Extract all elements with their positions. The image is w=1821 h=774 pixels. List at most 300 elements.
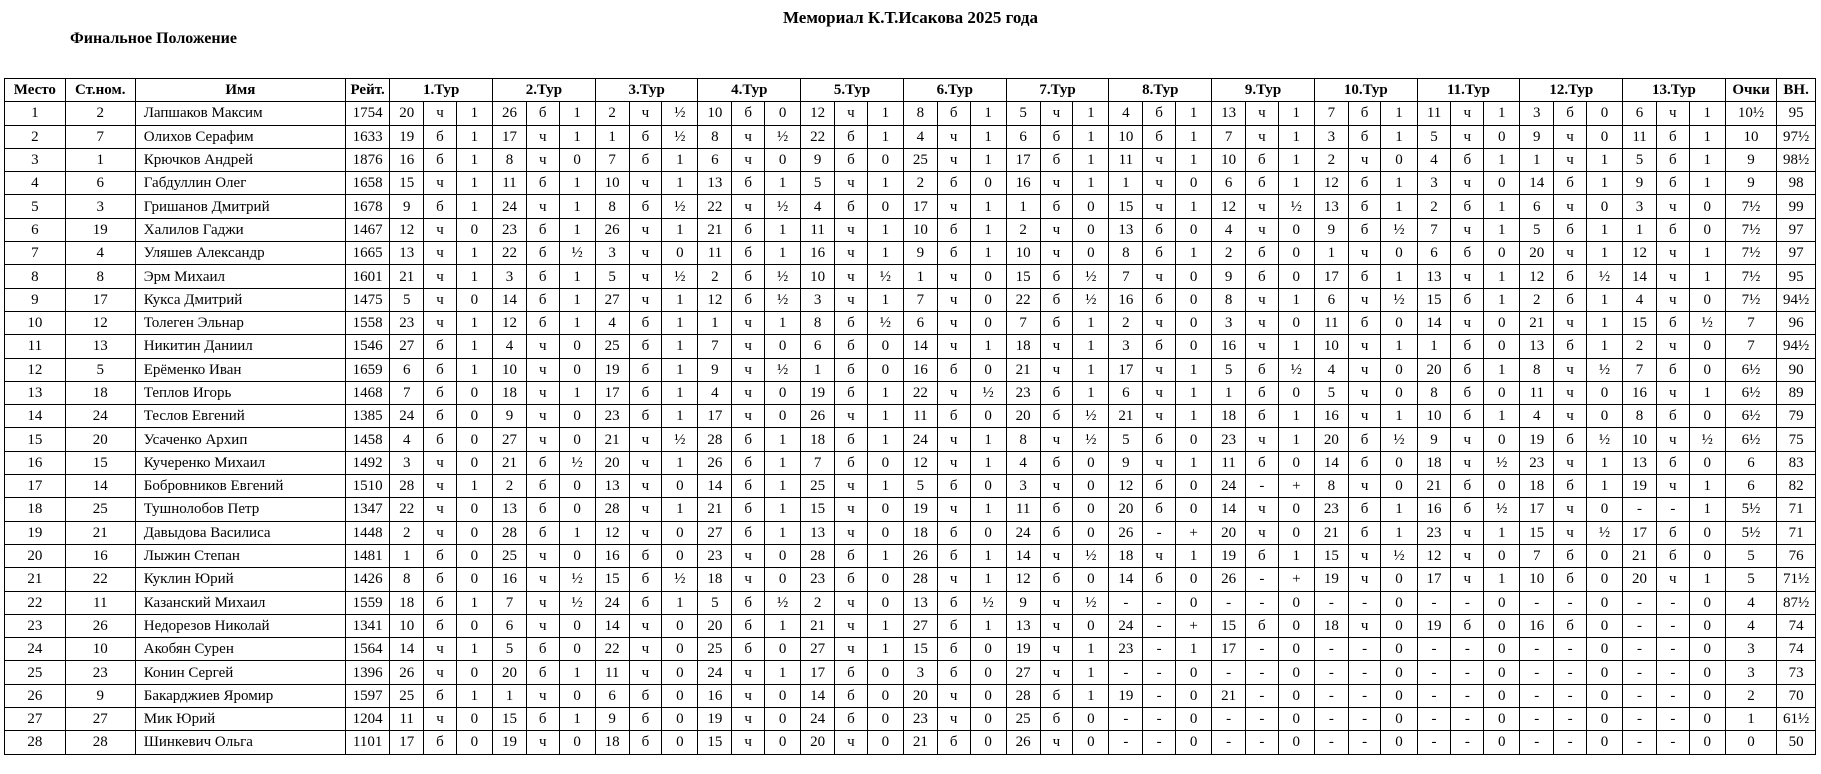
opponent-cell: 22 bbox=[493, 242, 527, 265]
result-cell: 1 bbox=[765, 521, 801, 544]
result-cell: 0 bbox=[559, 475, 595, 498]
color-cell: б bbox=[835, 311, 868, 334]
opponent-cell: 13 bbox=[1109, 218, 1143, 241]
player-name-cell: Ерёменко Иван bbox=[135, 358, 345, 381]
color-cell: б bbox=[937, 544, 970, 567]
color-cell: ч bbox=[1656, 428, 1689, 451]
opponent-cell: 10 bbox=[390, 614, 424, 637]
opponent-cell: 16 bbox=[1417, 498, 1451, 521]
result-cell: 0 bbox=[1586, 568, 1622, 591]
opponent-cell: - bbox=[1520, 591, 1554, 614]
color-cell: б bbox=[1656, 172, 1689, 195]
result-cell: 0 bbox=[1484, 591, 1520, 614]
opponent-cell: - bbox=[1417, 638, 1451, 661]
opponent-cell: 5 bbox=[1623, 148, 1657, 171]
opponent-cell: 24 bbox=[390, 405, 424, 428]
color-cell: ч bbox=[629, 265, 662, 288]
place-cell: 6 bbox=[5, 218, 66, 241]
color-cell: - bbox=[1246, 731, 1279, 754]
opponent-cell: 2 bbox=[1520, 288, 1554, 311]
header-round-5: 5.Тур bbox=[801, 79, 904, 102]
color-cell: ч bbox=[1656, 475, 1689, 498]
opponent-cell: 5 bbox=[1520, 218, 1554, 241]
color-cell: ч bbox=[1246, 218, 1279, 241]
opponent-cell: 9 bbox=[1520, 125, 1554, 148]
color-cell: ч bbox=[424, 451, 457, 474]
opponent-cell: - bbox=[1109, 661, 1143, 684]
result-cell: 1 bbox=[662, 172, 698, 195]
result-cell: 1 bbox=[456, 638, 492, 661]
result-cell: 0 bbox=[867, 358, 903, 381]
opponent-cell: 25 bbox=[595, 335, 629, 358]
opponent-cell: 3 bbox=[1006, 475, 1040, 498]
result-cell: 0 bbox=[1175, 218, 1211, 241]
result-cell: 1 bbox=[765, 428, 801, 451]
color-cell: ч bbox=[1656, 265, 1689, 288]
color-cell: б bbox=[937, 475, 970, 498]
opponent-cell: 2 bbox=[595, 102, 629, 125]
opponent-cell: 13 bbox=[1006, 614, 1040, 637]
result-cell: 0 bbox=[970, 172, 1006, 195]
color-cell: б bbox=[1143, 568, 1176, 591]
result-cell: 1 bbox=[867, 288, 903, 311]
color-cell: ч bbox=[937, 708, 970, 731]
opponent-cell: 2 bbox=[801, 591, 835, 614]
color-cell: ч bbox=[629, 242, 662, 265]
color-cell: б bbox=[1348, 195, 1381, 218]
result-cell: 1 bbox=[970, 451, 1006, 474]
result-cell: 1 bbox=[1278, 544, 1314, 567]
color-cell: б bbox=[629, 684, 662, 707]
color-cell: ч bbox=[1451, 102, 1484, 125]
color-cell: ч bbox=[1451, 428, 1484, 451]
opponent-cell: 9 bbox=[801, 148, 835, 171]
opponent-cell: 21 bbox=[1109, 405, 1143, 428]
rating-cell: 1601 bbox=[345, 265, 389, 288]
result-cell: 0 bbox=[970, 265, 1006, 288]
color-cell: - bbox=[1143, 591, 1176, 614]
header-round-12: 12.Тур bbox=[1520, 79, 1623, 102]
result-cell: 0 bbox=[456, 218, 492, 241]
color-cell: б bbox=[1451, 405, 1484, 428]
start-number-cell: 25 bbox=[65, 498, 135, 521]
color-cell: б bbox=[1348, 125, 1381, 148]
color-cell: б bbox=[937, 218, 970, 241]
opponent-cell: 23 bbox=[595, 405, 629, 428]
color-cell: б bbox=[1451, 475, 1484, 498]
opponent-cell: 17 bbox=[903, 195, 937, 218]
opponent-cell: 17 bbox=[1006, 148, 1040, 171]
result-cell: 0 bbox=[1586, 661, 1622, 684]
color-cell: ч bbox=[1143, 544, 1176, 567]
opponent-cell: 1 bbox=[801, 358, 835, 381]
opponent-cell: 11 bbox=[595, 661, 629, 684]
result-cell: 1 bbox=[765, 172, 801, 195]
color-cell: - bbox=[1143, 684, 1176, 707]
result-cell: 0 bbox=[970, 731, 1006, 754]
opponent-cell: 12 bbox=[1520, 265, 1554, 288]
opponent-cell: 15 bbox=[903, 638, 937, 661]
opponent-cell: 19 bbox=[493, 731, 527, 754]
opponent-cell: 3 bbox=[1623, 195, 1657, 218]
result-cell: 0 bbox=[1689, 591, 1725, 614]
opponent-cell: - bbox=[1314, 661, 1348, 684]
color-cell: б bbox=[1656, 218, 1689, 241]
color-cell: ч bbox=[1348, 614, 1381, 637]
result-cell: 1 bbox=[1381, 521, 1417, 544]
color-cell: б bbox=[424, 731, 457, 754]
opponent-cell: 24 bbox=[903, 428, 937, 451]
result-cell: 0 bbox=[456, 428, 492, 451]
color-cell: б bbox=[1554, 172, 1587, 195]
color-cell: ч bbox=[937, 195, 970, 218]
result-cell: 1 bbox=[867, 102, 903, 125]
opponent-cell: 17 bbox=[1109, 358, 1143, 381]
color-cell: б bbox=[1554, 265, 1587, 288]
start-number-cell: 14 bbox=[65, 475, 135, 498]
color-cell: б bbox=[424, 614, 457, 637]
result-cell: 1 bbox=[1073, 684, 1109, 707]
result-cell: 1 bbox=[970, 498, 1006, 521]
standings-table bbox=[4, 78, 1816, 755]
opponent-cell: 22 bbox=[903, 381, 937, 404]
points-cell: 10½ bbox=[1725, 102, 1776, 125]
color-cell: б bbox=[732, 498, 765, 521]
place-cell: 19 bbox=[5, 521, 66, 544]
player-name-cell: Гришанов Дмитрий bbox=[135, 195, 345, 218]
result-cell: 1 bbox=[662, 591, 698, 614]
result-cell: 0 bbox=[765, 684, 801, 707]
result-cell: 0 bbox=[1278, 731, 1314, 754]
color-cell: ч bbox=[732, 568, 765, 591]
table-row bbox=[5, 428, 1816, 451]
rating-cell: 1659 bbox=[345, 358, 389, 381]
result-cell: 0 bbox=[1484, 428, 1520, 451]
points-cell: 7 bbox=[1725, 335, 1776, 358]
player-name-cell: Давыдова Василиса bbox=[135, 521, 345, 544]
header-points: Очки bbox=[1725, 79, 1776, 102]
result-cell: 0 bbox=[1073, 568, 1109, 591]
result-cell: 0 bbox=[1175, 684, 1211, 707]
opponent-cell: 19 bbox=[595, 358, 629, 381]
color-cell: б bbox=[937, 731, 970, 754]
opponent-cell: 9 bbox=[595, 708, 629, 731]
opponent-cell: 2 bbox=[1212, 242, 1246, 265]
color-cell: ч bbox=[937, 381, 970, 404]
color-cell: ч bbox=[1246, 311, 1279, 334]
result-cell: ½ bbox=[1381, 288, 1417, 311]
color-cell: ч bbox=[937, 335, 970, 358]
opponent-cell: 17 bbox=[698, 405, 732, 428]
color-cell: ч bbox=[1143, 172, 1176, 195]
points-cell: 3 bbox=[1725, 638, 1776, 661]
result-cell: 0 bbox=[1484, 125, 1520, 148]
tiebreak-cell: 97 bbox=[1777, 218, 1816, 241]
opponent-cell: 27 bbox=[903, 614, 937, 637]
opponent-cell: 21 bbox=[1520, 311, 1554, 334]
color-cell: б bbox=[937, 358, 970, 381]
color-cell: ч bbox=[835, 638, 868, 661]
opponent-cell: 19 bbox=[698, 708, 732, 731]
opponent-cell: 9 bbox=[698, 358, 732, 381]
result-cell: 0 bbox=[456, 731, 492, 754]
opponent-cell: 4 bbox=[1314, 358, 1348, 381]
color-cell: б bbox=[1451, 498, 1484, 521]
color-cell: ч bbox=[937, 265, 970, 288]
color-cell: - bbox=[1554, 708, 1587, 731]
color-cell: б bbox=[629, 591, 662, 614]
opponent-cell: 18 bbox=[1520, 475, 1554, 498]
result-cell: 1 bbox=[1073, 335, 1109, 358]
opponent-cell: 15 bbox=[1212, 614, 1246, 637]
result-cell: 0 bbox=[559, 731, 595, 754]
header-round-3: 3.Тур bbox=[595, 79, 698, 102]
color-cell: ч bbox=[1040, 428, 1073, 451]
result-cell: 0 bbox=[867, 731, 903, 754]
header-round-13: 13.Тур bbox=[1623, 79, 1726, 102]
start-number-cell: 8 bbox=[65, 265, 135, 288]
result-cell: 1 bbox=[1381, 125, 1417, 148]
result-cell: 0 bbox=[1484, 381, 1520, 404]
color-cell: ч bbox=[1040, 638, 1073, 661]
opponent-cell: 21 bbox=[903, 731, 937, 754]
color-cell: б bbox=[1451, 358, 1484, 381]
result-cell: 1 bbox=[1484, 148, 1520, 171]
color-cell: ч bbox=[937, 428, 970, 451]
result-cell: 0 bbox=[662, 614, 698, 637]
result-cell: ½ bbox=[1381, 218, 1417, 241]
result-cell: ½ bbox=[1278, 195, 1314, 218]
color-cell: ч bbox=[629, 428, 662, 451]
opponent-cell: - bbox=[1109, 708, 1143, 731]
result-cell: 0 bbox=[1484, 335, 1520, 358]
color-cell: ч bbox=[1451, 451, 1484, 474]
color-cell: - bbox=[1348, 661, 1381, 684]
opponent-cell: 11 bbox=[1314, 311, 1348, 334]
opponent-cell: 18 bbox=[1109, 544, 1143, 567]
color-cell: б bbox=[1656, 125, 1689, 148]
color-cell: ч bbox=[1348, 358, 1381, 381]
color-cell: - bbox=[1143, 638, 1176, 661]
opponent-cell: 18 bbox=[390, 591, 424, 614]
color-cell: ч bbox=[526, 684, 559, 707]
color-cell: ч bbox=[732, 544, 765, 567]
color-cell: б bbox=[835, 381, 868, 404]
place-cell: 15 bbox=[5, 428, 66, 451]
result-cell: ½ bbox=[970, 381, 1006, 404]
color-cell: б bbox=[732, 475, 765, 498]
tiebreak-cell: 96 bbox=[1777, 311, 1816, 334]
result-cell: ½ bbox=[662, 568, 698, 591]
opponent-cell: 13 bbox=[1314, 195, 1348, 218]
opponent-cell: 7 bbox=[903, 288, 937, 311]
color-cell: ч bbox=[732, 148, 765, 171]
opponent-cell: 7 bbox=[1109, 265, 1143, 288]
color-cell: б bbox=[526, 265, 559, 288]
tiebreak-cell: 75 bbox=[1777, 428, 1816, 451]
color-cell: ч bbox=[424, 288, 457, 311]
tiebreak-cell: 95 bbox=[1777, 265, 1816, 288]
opponent-cell: 28 bbox=[1006, 684, 1040, 707]
color-cell: - bbox=[1348, 591, 1381, 614]
opponent-cell: 6 bbox=[1212, 172, 1246, 195]
result-cell: 1 bbox=[662, 451, 698, 474]
color-cell: б bbox=[1451, 381, 1484, 404]
result-cell: 1 bbox=[559, 172, 595, 195]
result-cell: 0 bbox=[867, 591, 903, 614]
color-cell: б bbox=[1143, 475, 1176, 498]
result-cell: 0 bbox=[1175, 172, 1211, 195]
result-cell: 1 bbox=[662, 381, 698, 404]
rating-cell: 1396 bbox=[345, 661, 389, 684]
color-cell: ч bbox=[629, 451, 662, 474]
opponent-cell: 28 bbox=[698, 428, 732, 451]
color-cell: б bbox=[629, 381, 662, 404]
opponent-cell: 6 bbox=[493, 614, 527, 637]
result-cell: 0 bbox=[765, 568, 801, 591]
color-cell: б bbox=[629, 358, 662, 381]
color-cell: б bbox=[1143, 125, 1176, 148]
color-cell: б bbox=[1040, 521, 1073, 544]
opponent-cell: 1 bbox=[1109, 172, 1143, 195]
color-cell: ч bbox=[424, 661, 457, 684]
player-name-cell: Уляшев Александр bbox=[135, 242, 345, 265]
result-cell: 0 bbox=[1689, 451, 1725, 474]
result-cell: ½ bbox=[867, 265, 903, 288]
opponent-cell: 21 bbox=[1006, 358, 1040, 381]
color-cell: ч bbox=[1348, 148, 1381, 171]
color-cell: б bbox=[835, 544, 868, 567]
result-cell: + bbox=[1278, 568, 1314, 591]
result-cell: 1 bbox=[662, 148, 698, 171]
opponent-cell: 18 bbox=[1417, 451, 1451, 474]
opponent-cell: 20 bbox=[1006, 405, 1040, 428]
start-number-cell: 11 bbox=[65, 591, 135, 614]
result-cell: ½ bbox=[662, 195, 698, 218]
opponent-cell: 4 bbox=[1212, 218, 1246, 241]
place-cell: 21 bbox=[5, 568, 66, 591]
result-cell: 1 bbox=[1175, 102, 1211, 125]
opponent-cell: 3 bbox=[1314, 125, 1348, 148]
color-cell: ч bbox=[937, 498, 970, 521]
opponent-cell: - bbox=[1314, 638, 1348, 661]
opponent-cell: 6 bbox=[1006, 125, 1040, 148]
result-cell: 0 bbox=[456, 614, 492, 637]
header-round-1: 1.Тур bbox=[390, 79, 493, 102]
rating-cell: 1564 bbox=[345, 638, 389, 661]
color-cell: б bbox=[1040, 311, 1073, 334]
rating-cell: 1558 bbox=[345, 311, 389, 334]
color-cell: - bbox=[1656, 591, 1689, 614]
opponent-cell: 5 bbox=[1212, 358, 1246, 381]
result-cell: ½ bbox=[1586, 428, 1622, 451]
result-cell: 1 bbox=[1073, 102, 1109, 125]
opponent-cell: 9 bbox=[390, 195, 424, 218]
color-cell: б bbox=[526, 288, 559, 311]
table-row bbox=[5, 591, 1816, 614]
color-cell: б bbox=[526, 638, 559, 661]
color-cell: ч bbox=[732, 335, 765, 358]
place-cell: 25 bbox=[5, 661, 66, 684]
opponent-cell: 23 bbox=[1520, 451, 1554, 474]
opponent-cell: 20 bbox=[698, 614, 732, 637]
color-cell: - bbox=[1348, 684, 1381, 707]
result-cell: 1 bbox=[456, 102, 492, 125]
opponent-cell: 14 bbox=[903, 335, 937, 358]
color-cell: - bbox=[1656, 731, 1689, 754]
color-cell: ч bbox=[1451, 265, 1484, 288]
result-cell: ½ bbox=[662, 125, 698, 148]
rating-cell: 1341 bbox=[345, 614, 389, 637]
color-cell: б bbox=[1246, 451, 1279, 474]
result-cell: 1 bbox=[1073, 311, 1109, 334]
result-cell: 0 bbox=[1484, 614, 1520, 637]
color-cell: ч bbox=[937, 568, 970, 591]
result-cell: 0 bbox=[765, 148, 801, 171]
table-row bbox=[5, 708, 1816, 731]
opponent-cell: 15 bbox=[1314, 544, 1348, 567]
result-cell: 0 bbox=[867, 684, 903, 707]
rating-cell: 1597 bbox=[345, 684, 389, 707]
result-cell: 1 bbox=[1586, 451, 1622, 474]
result-cell: 0 bbox=[1278, 381, 1314, 404]
color-cell: б bbox=[1246, 405, 1279, 428]
result-cell: 1 bbox=[662, 335, 698, 358]
color-cell: ч bbox=[1554, 521, 1587, 544]
header-round-6: 6.Тур bbox=[903, 79, 1006, 102]
header-row bbox=[5, 79, 1816, 102]
color-cell: б bbox=[1348, 218, 1381, 241]
color-cell: ч bbox=[835, 102, 868, 125]
opponent-cell: 1 bbox=[1212, 381, 1246, 404]
result-cell: ½ bbox=[1278, 358, 1314, 381]
result-cell: ½ bbox=[1073, 405, 1109, 428]
opponent-cell: 5 bbox=[493, 638, 527, 661]
opponent-cell: 5 bbox=[595, 265, 629, 288]
opponent-cell: 5 bbox=[1314, 381, 1348, 404]
result-cell: 0 bbox=[1689, 195, 1725, 218]
opponent-cell: 22 bbox=[1006, 288, 1040, 311]
opponent-cell: 20 bbox=[1623, 568, 1657, 591]
color-cell: б bbox=[1143, 498, 1176, 521]
opponent-cell: 7 bbox=[390, 381, 424, 404]
result-cell: 1 bbox=[1586, 218, 1622, 241]
result-cell: 0 bbox=[765, 708, 801, 731]
result-cell: 0 bbox=[1278, 591, 1314, 614]
color-cell: ч bbox=[1554, 358, 1587, 381]
opponent-cell: 10 bbox=[493, 358, 527, 381]
result-cell: 0 bbox=[1586, 544, 1622, 567]
points-cell: 0 bbox=[1725, 731, 1776, 754]
opponent-cell: 26 bbox=[1109, 521, 1143, 544]
result-cell: 1 bbox=[1586, 311, 1622, 334]
color-cell: б bbox=[629, 311, 662, 334]
opponent-cell: 17 bbox=[493, 125, 527, 148]
result-cell: 0 bbox=[1175, 265, 1211, 288]
start-number-cell: 27 bbox=[65, 708, 135, 731]
opponent-cell: 27 bbox=[493, 428, 527, 451]
color-cell: ч bbox=[937, 125, 970, 148]
color-cell: ч bbox=[937, 288, 970, 311]
table-row bbox=[5, 288, 1816, 311]
result-cell: 1 bbox=[662, 311, 698, 334]
color-cell: б bbox=[424, 335, 457, 358]
result-cell: 1 bbox=[1175, 148, 1211, 171]
result-cell: ½ bbox=[559, 568, 595, 591]
color-cell: б bbox=[1348, 102, 1381, 125]
opponent-cell: - bbox=[1623, 661, 1657, 684]
start-number-cell: 20 bbox=[65, 428, 135, 451]
